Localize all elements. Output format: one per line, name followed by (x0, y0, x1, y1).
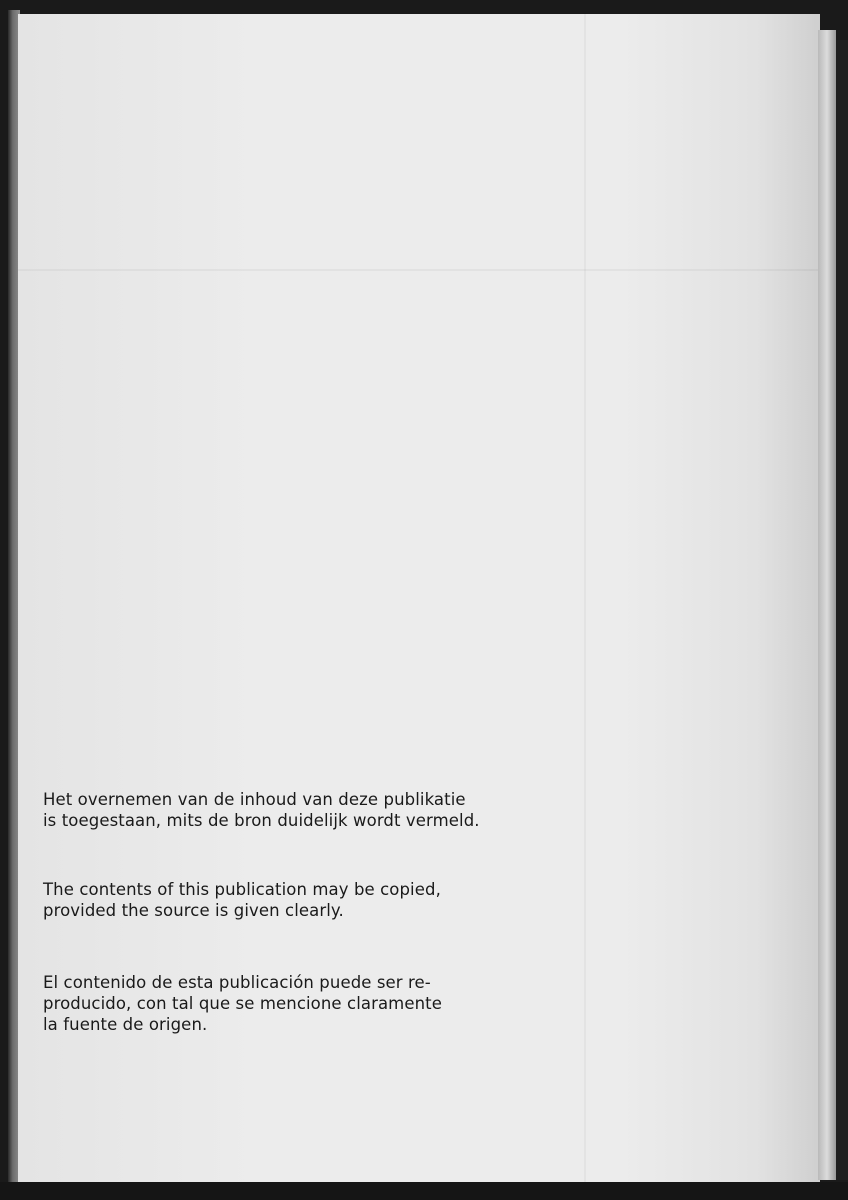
page-fold-shadow (584, 14, 586, 1182)
notice-english-line-2: provided the source is given clearly. (43, 901, 344, 920)
reproduction-notice-english (43, 879, 513, 921)
notice-dutch-line-1: Het overnemen van de inhoud van deze publikatie (43, 790, 466, 809)
notice-dutch-line-2: is toegestaan, mits de bron duidelijk wordt vermeld. (43, 811, 480, 830)
right-dark-edge (836, 40, 848, 1180)
notice-spanish-line-2: producido, con tal que se mencione claramente (43, 994, 442, 1013)
notice-spanish-line-1: El contenido de esta publicación puede ser re- (43, 973, 431, 992)
reproduction-notice-spanish (43, 972, 513, 1035)
right-page-spine (818, 30, 836, 1180)
reproduction-notice-dutch (43, 789, 513, 831)
notice-spanish-line-3: la fuente de origen. (43, 1015, 208, 1034)
bottom-edge (0, 1182, 848, 1200)
page-crease (18, 269, 820, 271)
notice-english-line-1: The contents of this publication may be copied, (43, 880, 441, 899)
